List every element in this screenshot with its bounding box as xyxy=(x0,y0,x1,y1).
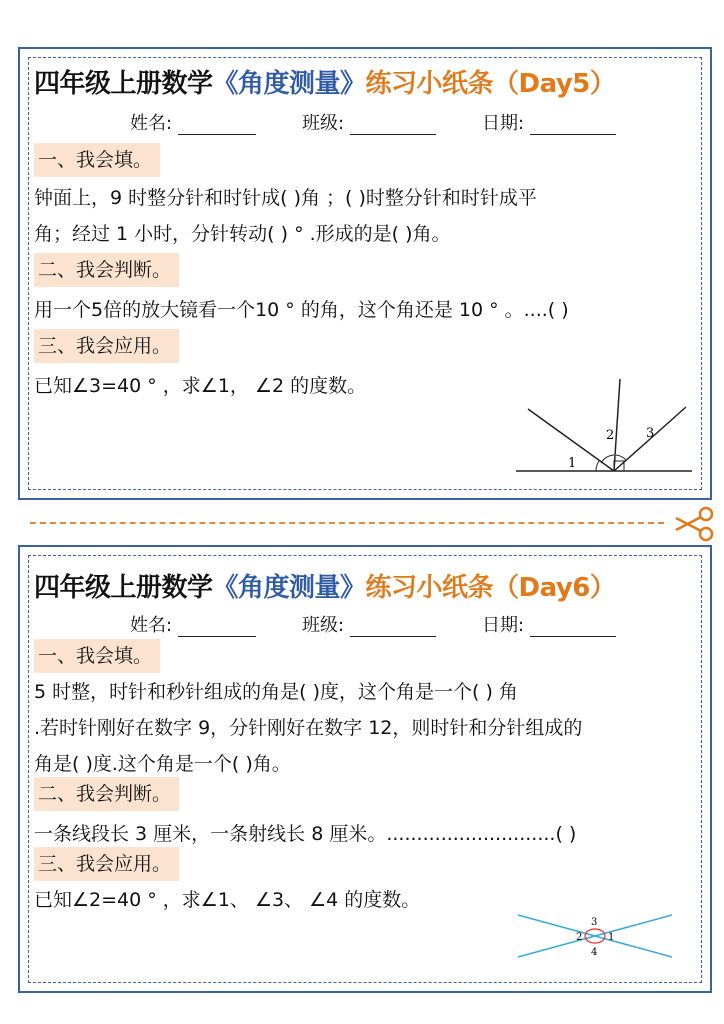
worksheet-card-day5 xyxy=(18,47,712,500)
section-heading-fill: 一、我会填。 xyxy=(34,639,160,673)
section-heading-apply: 三、我会应用。 xyxy=(34,847,179,881)
question-line: 用一个5倍的放大镜看一个10 ° 的角，这个角还是 10 ° 。....( ) xyxy=(34,299,569,321)
section-heading-apply: 三、我会应用。 xyxy=(34,329,179,363)
title-grade: 四年级上册数学 xyxy=(34,69,213,99)
angle-label: 2 xyxy=(576,932,583,943)
question-line: .若时针刚好在数字 9，分针刚好在数字 12，则时针和分针组成的 xyxy=(34,717,583,739)
question-line: 5 时整，时针和秒针组成的角是( )度，这个角是一个( ) 角 xyxy=(34,681,518,703)
card-title xyxy=(34,567,704,604)
class-blank[interactable] xyxy=(350,618,436,637)
class-label: 班级: xyxy=(302,615,345,636)
cut-line-row xyxy=(0,504,724,544)
question-line: 钟面上，9 时整分针和时针成( )角 ；( )时整分针和时针成平 xyxy=(34,187,537,209)
worksheet-card-day6 xyxy=(18,545,712,993)
angle-label: 2 xyxy=(606,428,615,443)
title-topic: 《角度测量》 xyxy=(212,573,366,603)
question-line: 角；经过 1 小时，分针转动( ) ° .形成的是( )角。 xyxy=(34,223,451,245)
intersecting-lines-figure xyxy=(514,909,676,969)
question-line: 一条线段长 3 厘米，一条射线长 8 厘米。............................( ) xyxy=(34,823,577,845)
class-field xyxy=(302,611,436,637)
name-field xyxy=(130,109,256,135)
question-line: 已知∠2=40 ° ，求∠1、 ∠3、 ∠4 的度数。 xyxy=(34,889,421,911)
name-blank[interactable] xyxy=(178,618,256,637)
question-line: 角是( )度.这个角是一个( )角。 xyxy=(34,753,291,775)
date-label: 日期: xyxy=(482,615,525,636)
class-label: 班级: xyxy=(302,113,345,134)
date-blank[interactable] xyxy=(530,116,616,135)
date-blank[interactable] xyxy=(530,618,616,637)
name-label: 姓名: xyxy=(130,615,173,636)
name-blank[interactable] xyxy=(178,116,256,135)
title-day: 练习小纸条（Day6） xyxy=(365,573,616,603)
date-field xyxy=(482,109,616,135)
angle-label: 1 xyxy=(568,456,577,471)
title-grade: 四年级上册数学 xyxy=(34,573,213,603)
question-line: 已知∠3=40 ° ，求∠1， ∠2 的度数。 xyxy=(34,375,367,397)
title-topic: 《角度测量》 xyxy=(212,69,366,99)
angle-label: 3 xyxy=(646,426,655,441)
name-label: 姓名: xyxy=(130,113,173,134)
scissors-icon xyxy=(672,504,716,544)
date-field xyxy=(482,611,616,637)
date-label: 日期: xyxy=(482,113,525,134)
name-field xyxy=(130,611,256,637)
section-heading-fill: 一、我会填。 xyxy=(34,143,160,177)
section-heading-judge: 二、我会判断。 xyxy=(34,253,179,287)
class-blank[interactable] xyxy=(350,116,436,135)
angle-label: 3 xyxy=(591,917,598,928)
angle-label: 4 xyxy=(591,947,598,958)
card-title xyxy=(34,63,704,100)
section-heading-judge: 二、我会判断。 xyxy=(34,777,179,811)
class-field xyxy=(302,109,436,135)
angle-figure xyxy=(516,375,692,475)
cut-dashed-line xyxy=(30,522,664,524)
angle-label: 1 xyxy=(608,932,615,943)
title-day: 练习小纸条（Day5） xyxy=(365,69,616,99)
